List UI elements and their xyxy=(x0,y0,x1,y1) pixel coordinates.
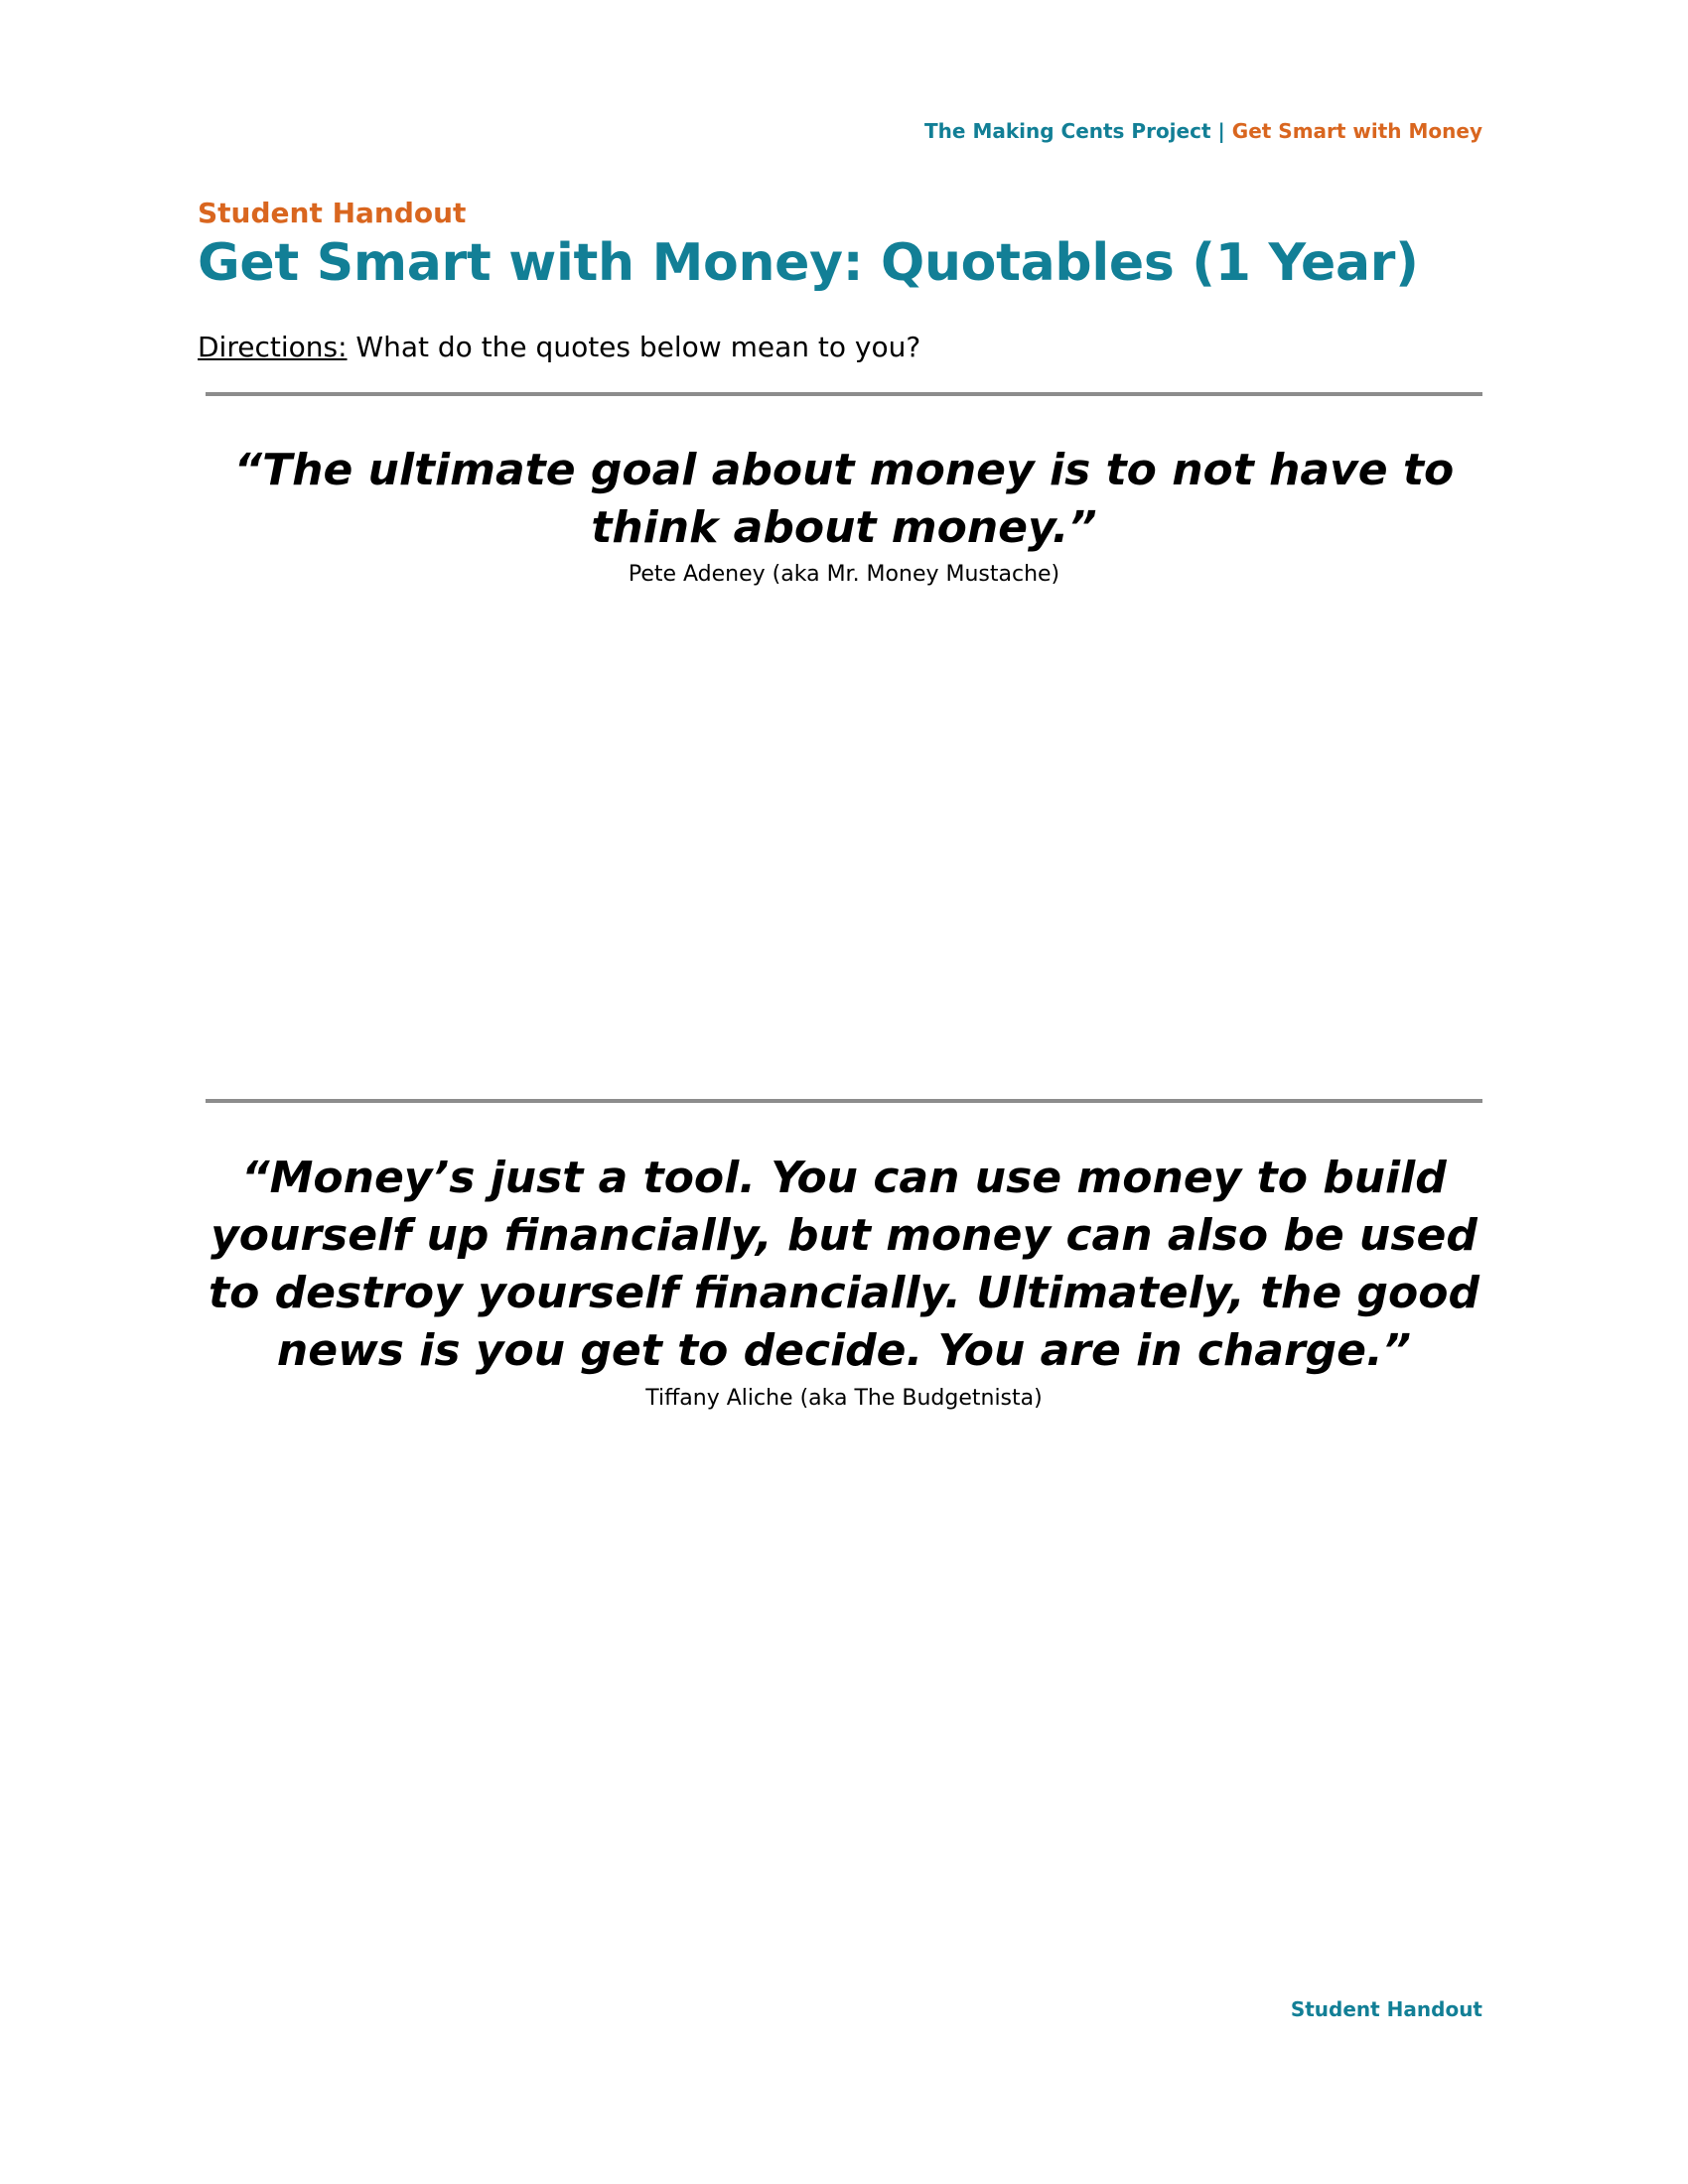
running-header xyxy=(924,119,1482,143)
quote-attribution: Tiffany Aliche (aka The Budgetnista) xyxy=(645,1386,1043,1411)
footer-label: Student Handout xyxy=(1290,1997,1482,2021)
quote-text: “The ultimate goal about money is to not have to think about money.” xyxy=(233,445,1455,553)
divider-middle xyxy=(206,1099,1482,1103)
directions-label: Directions: xyxy=(198,331,348,363)
quote-attribution: Pete Adeney (aka Mr. Money Mustache) xyxy=(628,562,1060,587)
quote-text: “Money’s just a tool. You can use money to build yourself up financially, but money can also be used to destroy yourself financially. Ultimately, the good news is you get to decide. You are in charge.” xyxy=(209,1153,1479,1376)
directions-text: What do the quotes below mean to you? xyxy=(355,331,921,363)
page-title: Get Smart with Money: Quotables (1 Year) xyxy=(198,233,1419,293)
header-separator: | xyxy=(1217,119,1225,143)
divider-top xyxy=(206,392,1482,396)
header-project-name: The Making Cents Project xyxy=(924,119,1211,143)
document-label: Student Handout xyxy=(198,197,467,229)
directions xyxy=(198,331,920,363)
header-unit-name: Get Smart with Money xyxy=(1231,119,1482,143)
